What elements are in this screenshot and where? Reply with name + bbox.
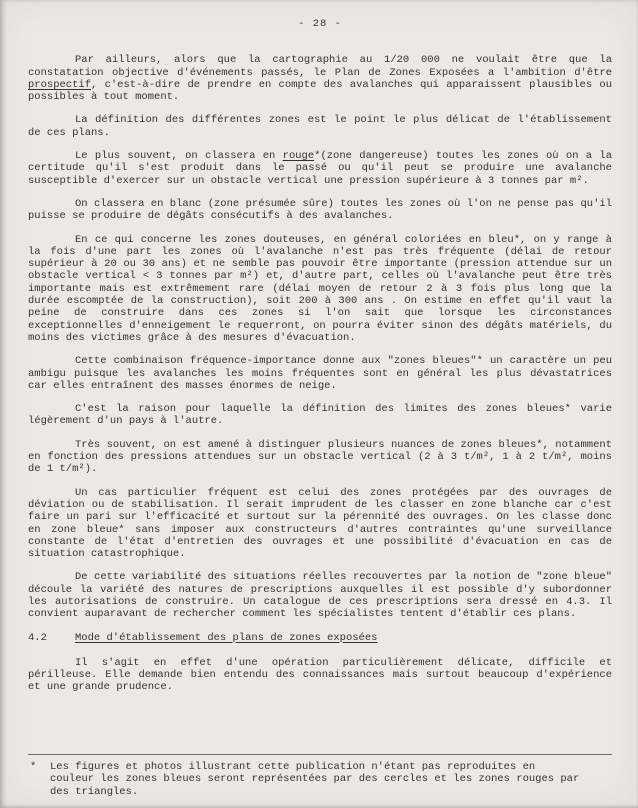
paragraph-3-text-end: *(zone dangereuse) toutes les zones où on a la certitude qu'il s'est produit dans le passé ou qu'il peut se produire une avalanche susceptible d'exercer sur un obstacle vertical une pression supérieure à 3 tonnes par m². <box>28 150 612 187</box>
paragraph-1-text-end: , c'est-à-dire de prendre en compte des avalanches qui apparaissent plausibles ou possibles à tout moment. <box>28 78 612 104</box>
underlined-word-prospectif: prospectif <box>28 78 92 91</box>
footnote-text: Les figures et photos illustrant cette publication n'étant pas reproduites en couleur les zones bleues seront représentées par des cercles et les zones rouges par des triangles. <box>50 761 580 798</box>
paragraph-2: La définition des différentes zones est le point le plus délicat de l'établissement de ces plans. <box>28 114 612 139</box>
document-body <box>28 54 612 754</box>
footnote <box>28 754 612 798</box>
paragraph-9: Un cas particulier fréquent est celui des zones protégées par des ouvrages de déviation ou de stabilisation. Il serait imprudent de les classer en zone blanche car c'est faire un pari sur l'efficacité et surtout sur la pérennité des ouvrages. On les classe donc en zone bleue* sans imposer aux constructeurs d'autres contraintes qu'une surveillance constante de l'état d'entretien des ouvrages et une possibilité d'évacuation en cas de situation catastrophique. <box>28 486 612 561</box>
page-number: - 28 - <box>298 18 342 30</box>
section-heading-4-2 <box>28 632 612 644</box>
paragraph-10: De cette variabilité des situations réelles recouvertes par la notion de "zone bleue" découle la variété des natures de prescriptions auxquelles il est possible d'y subordonner les autorisations de construire. Un catalogue de ces prescriptions sera dressé en 4.3. Il convient auparavant de rechercher comment les spécialistes tentent d'établir ces plans. <box>28 571 612 621</box>
paragraph-11: Il s'agit en effet d'une opération particulièrement délicate, difficile et périlleuse. Elle demande bien entendu des connaissances mais surtout beaucoup d'expérience et une grande prudence. <box>28 656 612 694</box>
footnote-marker: * <box>30 761 37 774</box>
paragraph-3-text: Le plus souvent, on classera en <box>75 150 283 163</box>
paragraph-3 <box>28 150 612 187</box>
paragraph-8: Très souvent, on est amené à distinguer plusieurs nuances de zones bleues*, notamment en fonction des pressions attendues sur un obstacle vertical (2 à 3 t/m², 1 à 2 t/m², moins de 1 t/m²). <box>28 438 612 476</box>
paragraph-1-text: Par ailleurs, alors que la cartographie au 1/20 000 ne voulait être que la constatation objective d'événements passés, le Plan de Zones Exposées a l'ambition d'être <box>28 54 612 79</box>
paragraph-6: Cette combinaison fréquence-importance donne aux "zones bleues"* un caractère un peu ambigu puisque les avalanches les moins fréquentes sont en général les plus dévastatrices car elles entraînent des masses énormes de neige. <box>28 355 612 392</box>
section-number: 4.2 <box>28 631 47 644</box>
paragraph-4: On classera en blanc (zone présumée sûre) toutes les zones où l'on ne pense pas qu'il puisse se produire de dégâts consécutifs à des avalanches. <box>28 197 612 223</box>
paragraph-5: En ce qui concerne les zones douteuses, en général coloriées en bleu*, on y range à la fois d'une part les zones où l'avalanche n'est pas très fréquente (délai de retour supérieur à 20 ou 30 ans) et ne semble pas pouvoir être importante (pression attendue sur un obstacle vertical < 3 tonnes par m²) et, d'autre part, celles où l'avalanche peut être très importante mais est extrêmement rare (délai moyen de retour 2 à 3 fois plus long que la durée escomptée de la construction), soit 200 à 300 ans . On estime en effet qu'il vaut la peine de construire dans ces zones si l'on sait que lorsque les circonstances exceptionnelles d'enneigement le requerront, on pourra éviter sinon des dégâts matériels, du moins des victimes grâce à des mesures d'évacuation. <box>28 233 612 344</box>
paragraph-1 <box>28 54 612 103</box>
underlined-word-rouge: rouge <box>282 150 315 163</box>
section-title: Mode d'établissement des plans de zones exposées <box>75 631 378 644</box>
paragraph-7: C'est la raison pour laquelle la définition des limites des zones bleues* varie légèrement d'un pays à l'autre. <box>28 403 612 428</box>
